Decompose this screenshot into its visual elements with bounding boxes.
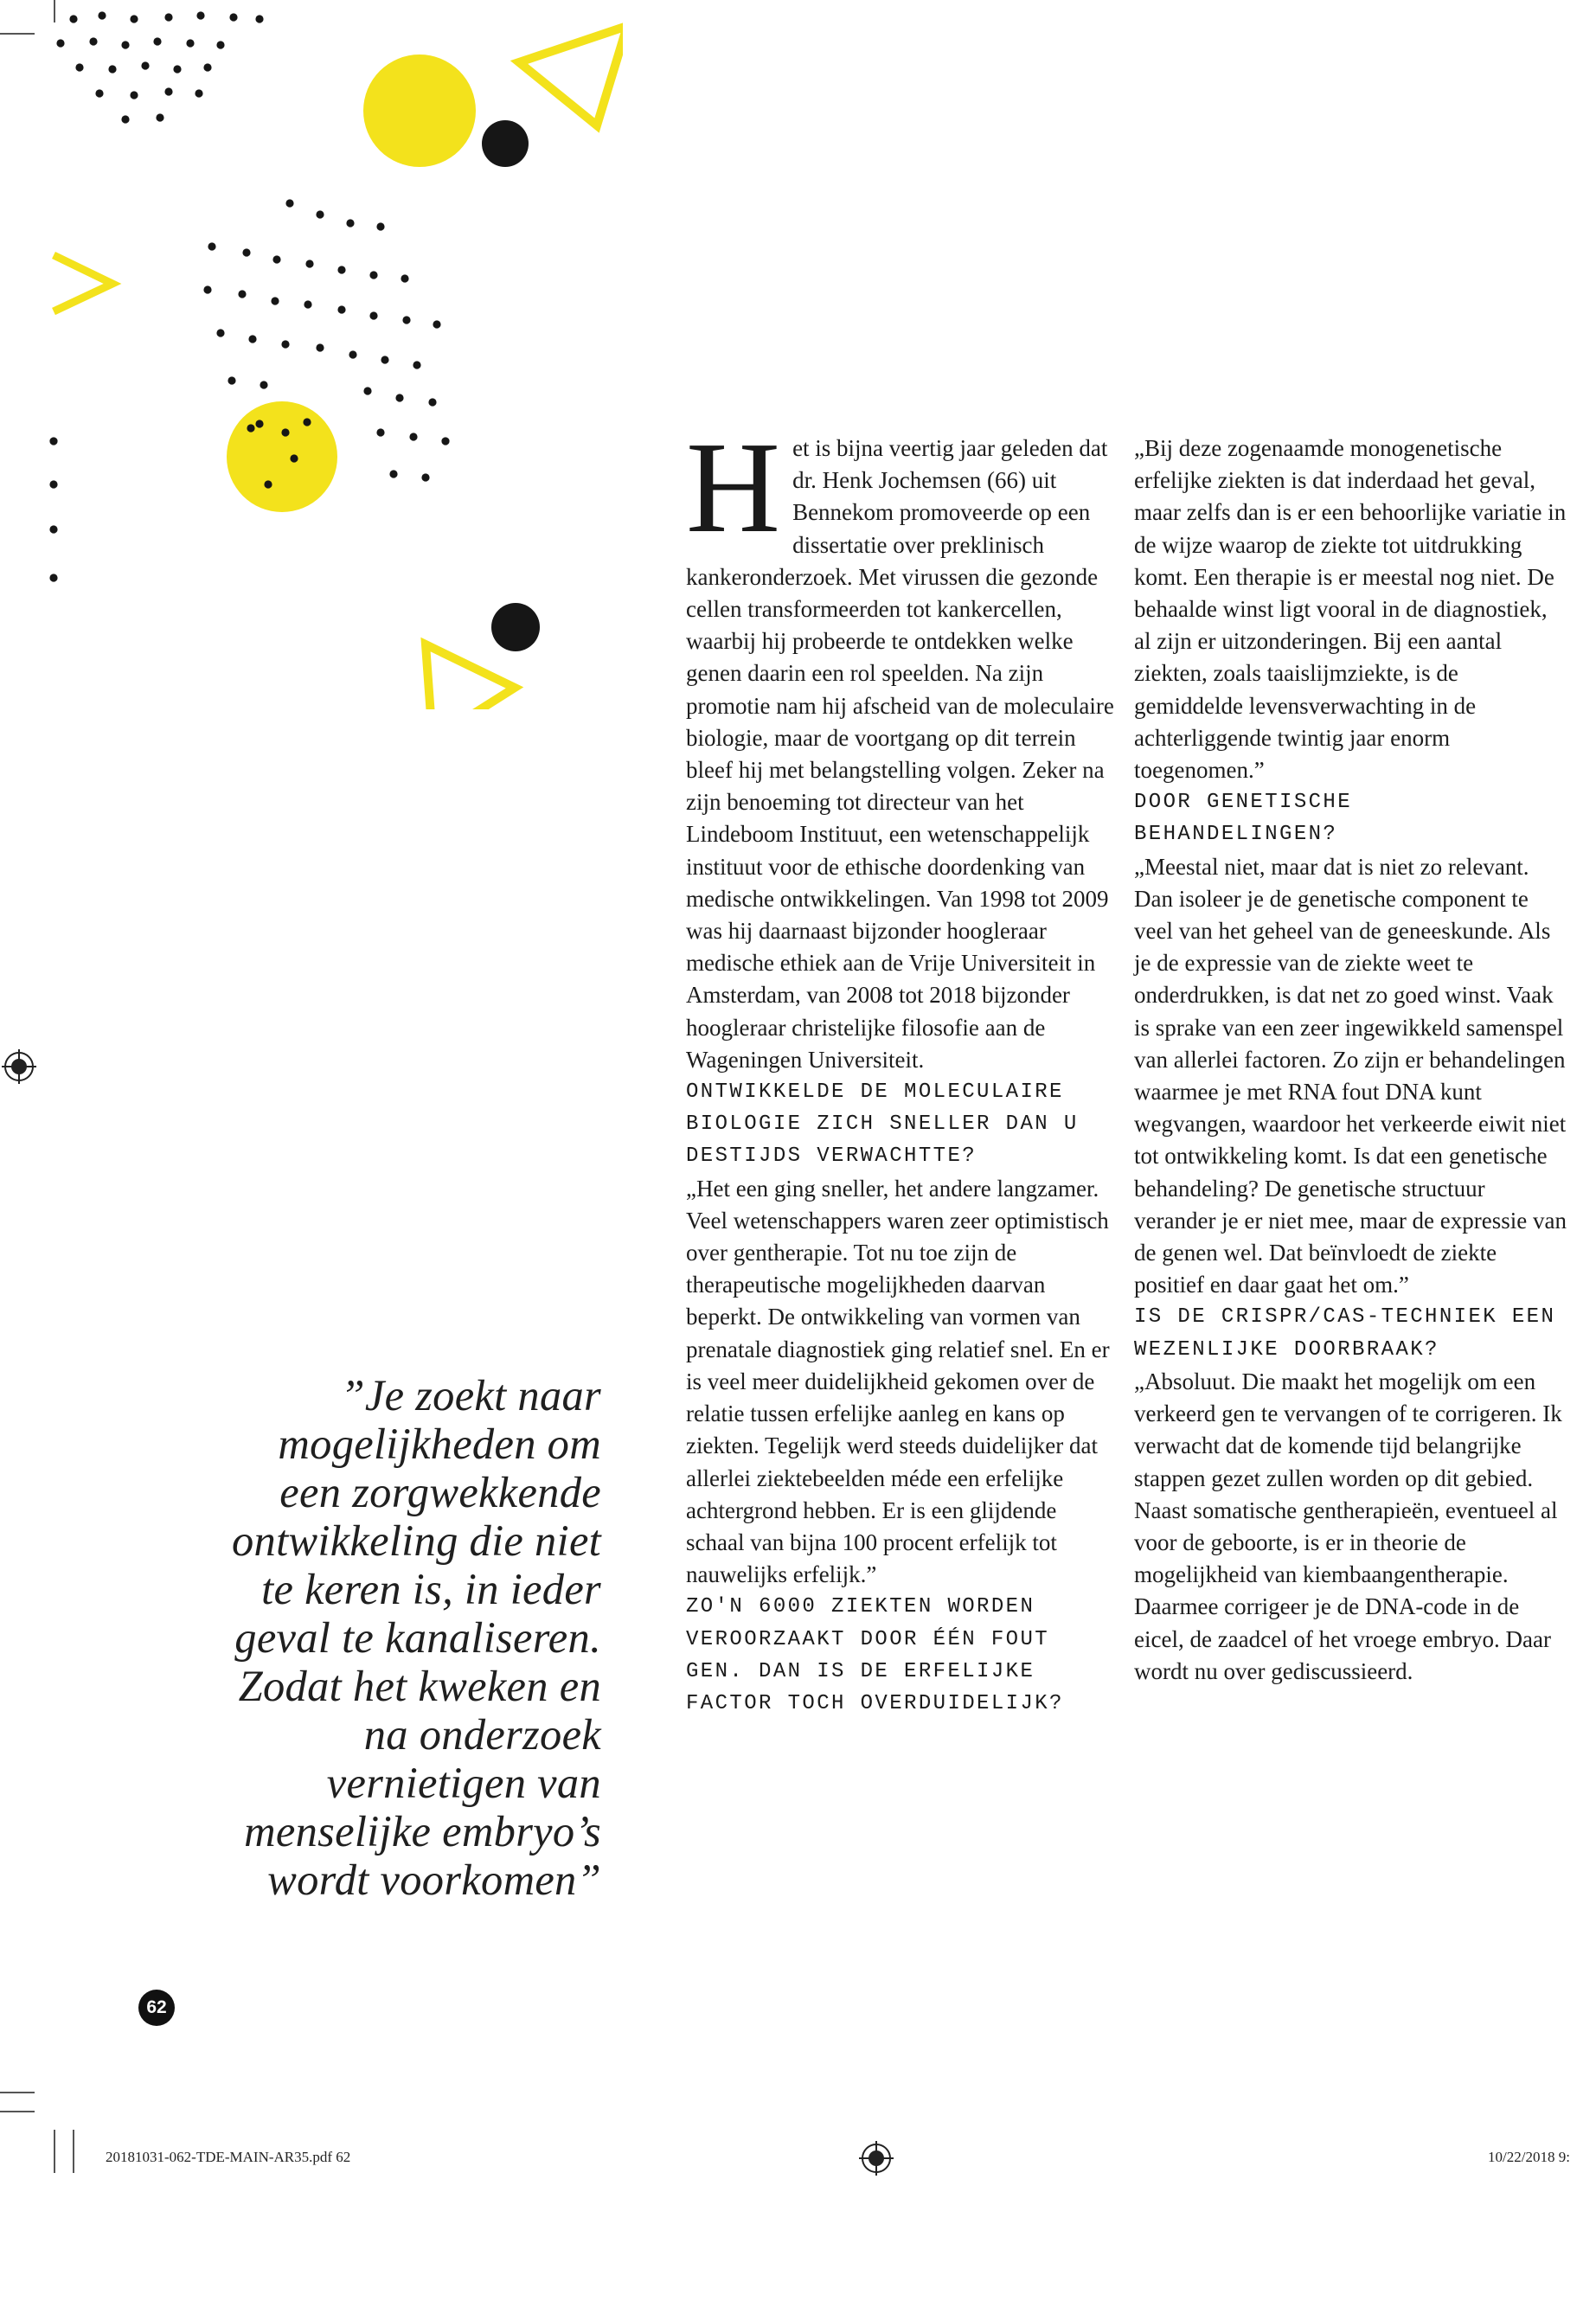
decor-dot — [49, 525, 57, 533]
yellow-triangle-top — [519, 26, 623, 125]
decor-dot — [153, 37, 161, 45]
crop-mark-top-vertical — [54, 0, 55, 22]
crop-mark-bottom — [0, 2092, 35, 2093]
print-slug-filename: 20181031-062-TDE-MAIN-AR35.pdf 62 — [106, 2149, 351, 2165]
crop-mark-bottom-vertical — [54, 2130, 55, 2173]
crop-mark-top — [0, 33, 35, 35]
decor-dot — [255, 420, 263, 427]
decor-dot — [156, 113, 163, 121]
decor-dot — [130, 91, 138, 99]
black-circle-top — [482, 120, 529, 167]
article-column-1 — [686, 414, 1118, 1720]
decor-dot — [376, 428, 384, 436]
decor-dot — [305, 260, 313, 267]
lead-paragraph — [686, 414, 1118, 1076]
decor-dot — [49, 574, 57, 581]
decor-dot — [402, 316, 410, 324]
decor-dot — [203, 285, 211, 293]
decor-dot — [195, 89, 202, 97]
decor-dot — [121, 41, 129, 48]
decor-dot — [216, 329, 224, 336]
decor-dot — [49, 480, 57, 488]
question-heading: IS DE CRISPR/CAS-TECHNIEK EEN WEZENLIJKE DOORBRAAK? — [1134, 1305, 1556, 1362]
decor-dot — [281, 340, 289, 348]
decor-dot — [303, 418, 311, 426]
decor-dot — [260, 381, 267, 388]
decor-dot — [395, 394, 403, 401]
decor-dot — [264, 480, 272, 488]
decor-dot — [304, 300, 311, 308]
print-slug-date: 10/22/2018 9: — [1488, 2149, 1570, 2165]
decor-dot — [98, 11, 106, 19]
yellow-circle-large — [363, 54, 476, 167]
decor-dot — [369, 271, 377, 279]
decor-dot — [346, 219, 354, 227]
decor-dot — [228, 376, 235, 384]
decor-dot — [376, 222, 384, 230]
answer-paragraph: „Absoluut. Die maakt het mogelijk om een verkeerd gen te vervangen of te corrigeren. Ik verwacht dat de komende tijd belangrijke stappen gezet zullen worden op dit gebied. Naast somatische gentherapieën, eventueel al voor de geboorte, is er in theorie de mogelijkheid van kiembaangentherapie. Daarmee corrigeer je de DNA-code in de eicel, de zaadcel of het vroege embryo. Daar wordt nu over gediscussieerd. — [1134, 1368, 1562, 1684]
decor-dot — [428, 398, 436, 406]
decor-dot — [164, 13, 172, 21]
yellow-chevron-left — [54, 255, 112, 311]
decor-dot — [413, 361, 420, 369]
question-heading: ONTWIKKELDE DE MOLECULAIRE BIOLOGIE ZICH SNELLER DAN U DESTIJDS VERWACHTTE? — [686, 1080, 1079, 1169]
decor-dot — [141, 61, 149, 69]
decor-dot — [208, 242, 215, 250]
decor-dot — [130, 15, 138, 22]
answer-paragraph: „Het een ging sneller, het andere langzamer. Veel wetenschappers waren zeer optimistisch over gentherapie. Tot nu toe zijn de therapeutische mogelijkheden daarvan beperkt. De ontwikkeling van vormen van prenatale diagnostiek ging relatief snel. En er is veel meer duidelijkheid gekomen over de relatie tussen erfelijke aanleg en kans op ziekten. Tegelijk werd steeds duidelijker dat allerlei ziektebeelden méde een erfelijke achtergrond hebben. Er is een glijdende schaal van bijna 100 procent erfelijk tot nauwelijks erfelijk.” — [686, 1175, 1110, 1588]
answer-paragraph: „Meestal niet, maar dat is niet zo relevant. Dan isoleer je de genetische component te veel van het geheel van de geneeskunde. Als je de expressie van de ziekte weet te onderdrukken, is dat net zo goed winst. Vaak is sprake van een zeer ingewikkeld samenspel van allerlei factoren. Zo zijn er behandelingen waarmee je met RNA fout DNA kunt wegvangen, waardoor het verkeerde eiwit niet tot ontwikkeling komt. Is dat een genetische behandeling? De genetische structuur verander je er niet mee, maar de expressie van de genen wel. Dat beïnvloedt de ziekte positief en daar gaat het om.” — [1134, 853, 1567, 1298]
decor-dot — [238, 290, 246, 298]
decor-dot — [316, 210, 324, 218]
decor-dot — [69, 15, 77, 22]
answer-paragraph: „Bij deze zogenaamde monogenetische erfelijke ziekten is dat inderdaad het geval, maar zelfs dan is er een behoorlijke variatie in de wijze waarop de ziekte tot uitdrukking komt. Een therapie is er meestal nog niet. De behaalde winst ligt vooral in de diagnostiek, al zijn er uitzonderingen. Bij een aantal ziekten, zoals taaislijmziekte, is de gemiddelde levensverwachting in de achterliggende twintig jaar enorm toegenomen.” — [1134, 435, 1567, 784]
crop-mark-bottom-vertical-2 — [73, 2130, 74, 2173]
article-column-2 — [1134, 433, 1567, 1688]
decor-dot — [108, 65, 116, 73]
question-heading: ZO'N 6000 ZIEKTEN WORDEN VEROORZAAKT DOOR ÉÉN FOUT GEN. DAN IS DE ERFELIJKE FACTOR TOCH OVERDUIDELIJK? — [686, 1595, 1064, 1715]
decor-dot — [316, 343, 324, 351]
decor-dot — [203, 63, 211, 71]
registration-mark-bottom — [859, 2141, 894, 2176]
yellow-triangle-bottom — [426, 644, 515, 709]
decor-dot — [242, 248, 250, 256]
decor-dot — [255, 15, 263, 22]
decor-dot — [363, 387, 371, 394]
question-heading: DOOR GENETISCHE BEHANDELINGEN? — [1134, 791, 1353, 847]
page-number-badge: 62 — [138, 1990, 175, 2026]
decor-dot — [216, 41, 224, 48]
decor-dot — [349, 350, 356, 358]
decor-dot — [164, 87, 172, 95]
decor-dot — [285, 199, 293, 207]
decor-dot — [75, 63, 83, 71]
decor-dot — [409, 433, 417, 440]
decor-dot — [272, 255, 280, 263]
decor-dot — [56, 39, 64, 47]
decor-dot — [247, 424, 254, 432]
decor-dot — [173, 65, 181, 73]
decor-dot — [337, 305, 345, 313]
registration-mark-left — [2, 1049, 36, 1084]
intro-text: et is bijna veertig jaar geleden dat dr. Henk Jochemsen (66) uit Bennekom promoveerde op een dissertatie over preklinisch kankeronderzoek. Met virussen die gezonde cellen transformeerden tot kankercellen, waarbij hij probeerde te ontdekken welke genen daarin een rol speelden. Na zijn promotie nam hij afscheid van de moleculaire biologie, maar de voortgang op dit terrein bleef hij met belangstelling volgen. Zeker na zijn benoeming tot directeur van het Lindeboom Instituut, een wetenschappelijk instituut voor de ethische doordenking van medische ontwikkelingen. Van 1998 tot 2009 was hij daarnaast bijzonder hoogleraar medische ethiek aan de Vrije Universiteit in Amsterdam, van 2008 tot 2018 bijzonder hoogleraar christelijke filosofie aan de Wageningen Universiteit. — [686, 435, 1114, 1073]
yellow-circle-middle — [227, 401, 337, 512]
black-circle-bottom — [491, 603, 540, 651]
decor-dot — [49, 437, 57, 445]
decor-dot — [89, 37, 97, 45]
decor-dot — [421, 473, 429, 481]
decor-dot — [121, 115, 129, 123]
decor-dot — [433, 320, 440, 328]
decor-dot — [389, 470, 397, 478]
decorative-illustration — [0, 0, 623, 709]
decor-dot — [441, 437, 449, 445]
decor-dot — [229, 13, 237, 21]
decor-dot — [401, 274, 408, 282]
decor-dot — [248, 335, 256, 343]
drop-cap: H — [686, 414, 781, 560]
pull-quote: ”Je zoekt naar mogelijkheden om een zorgwekkende ontwikkeling die niet te keren is, in ieder geval te kanaliseren. Zodat het kweken en na onderzoek vernietigen van menselijke embryo’s wordt voorkomen” — [231, 1371, 601, 1904]
decor-dot — [196, 11, 204, 19]
decor-dot — [381, 356, 388, 363]
decor-dot — [369, 311, 377, 319]
decor-dot — [186, 39, 194, 47]
decor-dot — [337, 266, 345, 273]
decor-dot — [281, 428, 289, 436]
decor-dot — [271, 297, 279, 304]
decor-dot — [290, 454, 298, 462]
decor-dot — [95, 89, 103, 97]
crop-mark-bottom-2 — [0, 2111, 35, 2112]
